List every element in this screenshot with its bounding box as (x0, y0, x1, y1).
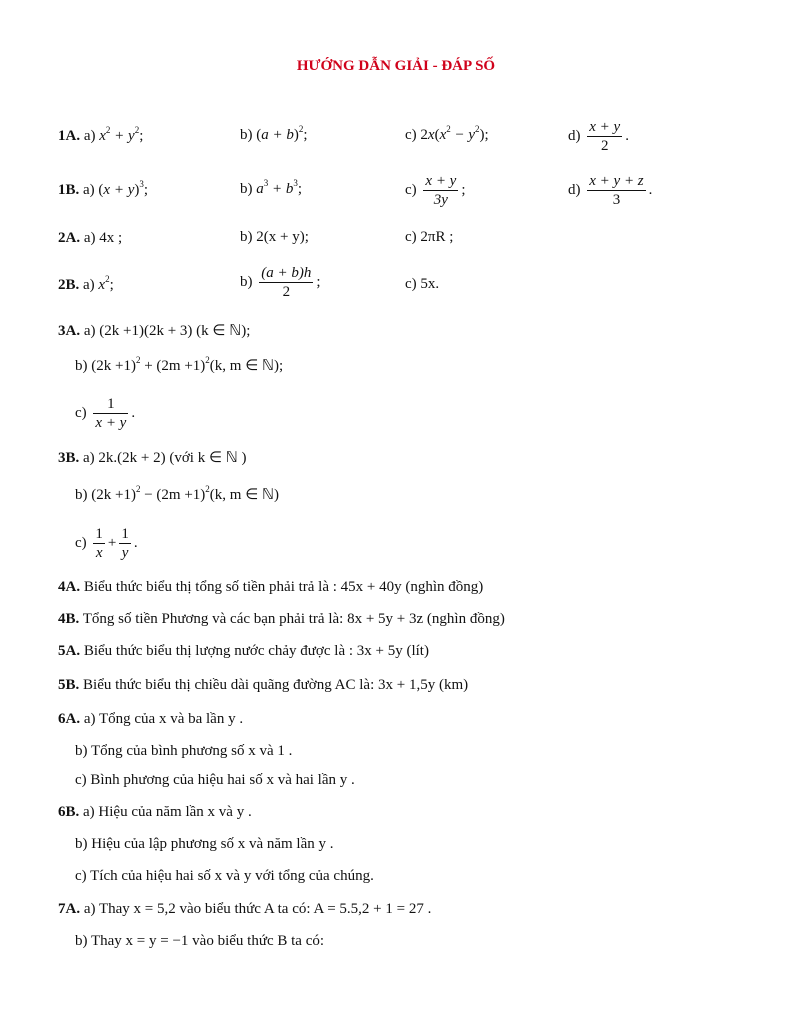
denominator: x (95, 545, 103, 561)
answer-2a-c (405, 229, 453, 246)
answer-6b (58, 803, 252, 821)
plus-sign: + (107, 534, 117, 551)
text-6a-c: c) Bình phương của hiệu hai số x và hai lần y . (75, 772, 355, 788)
text-5a: Biểu thức biểu thị lượng nước chảy được là : 3x + 5y (lít) (83, 643, 429, 659)
expr-part: − (2m +1) (140, 487, 206, 503)
answer-1b-c: c) $\frac{x + y}{3y}$ ; (405, 173, 466, 208)
text-7a-a: a) Thay x = 5,2 vào biểu thức A ta có: A = 5.5,2 + 1 = 27 . (83, 901, 432, 917)
answer-1a-c (405, 124, 489, 144)
answer-6a-b (75, 742, 292, 760)
fraction (587, 118, 622, 155)
label-6b: 6B. (58, 804, 80, 820)
text-5b: Biểu thức biểu thị chiều dài quãng đường AC là: 3x + 1,5y (km) (83, 677, 469, 693)
answer-4b (58, 610, 505, 628)
part-d-prefix: d) (568, 127, 581, 144)
expr-2a-b: b) 2(x + y); (240, 229, 309, 245)
answer-3a-c (75, 395, 135, 432)
punctuation: . (131, 404, 136, 421)
text-6a-a: a) Tổng của x và ba lần y . (83, 711, 244, 727)
text-6b-b: b) Hiệu của lập phương số x và năm lần y . (75, 836, 334, 852)
expr-part: (k, m ∈ ℕ); (209, 358, 284, 374)
label-1a: 1A. (58, 128, 81, 144)
text-7a-b: b) Thay x = y = −1 vào biểu thức B ta có: (75, 933, 325, 949)
numerator: 1 (121, 526, 129, 542)
text-4a: Biểu thức biểu thị tổng số tiền phải trả là : 45x + 40y (nghìn đồng) (83, 579, 484, 595)
part-c-prefix: c) (75, 404, 87, 421)
text-6b-c: c) Tích của hiệu hai số x và y với tổng của chúng. (75, 868, 374, 884)
answer-3a (58, 322, 250, 340)
fraction (587, 172, 645, 209)
answer-6a-c (75, 771, 355, 789)
numerator: x + y (425, 173, 457, 189)
part-a-prefix: a) (83, 182, 95, 198)
expr-3b-a: a) 2k.(2k + 2) (với k ∈ ℕ ) (83, 450, 247, 466)
answer-2b (58, 276, 114, 294)
answer-1b-d: d) $\frac{x + y + z}{3}$ . (568, 173, 653, 208)
fraction (423, 172, 458, 209)
page-title: HƯỚNG DẪN GIẢI - ĐÁP SỐ (296, 58, 496, 74)
answer-2b-b: b) $\frac{(a + b)h}{2}$ ; (240, 265, 321, 300)
expr-1b-a: $(x + y)^3$; (98, 179, 149, 198)
answer-6b-b (75, 835, 334, 853)
answer-7a-b (75, 932, 324, 950)
expr-part: + (2m +1) (140, 358, 206, 374)
denominator: 3 (612, 192, 621, 208)
fraction (93, 395, 128, 432)
answer-4a (58, 578, 483, 596)
label-5b: 5B. (58, 677, 80, 693)
fraction (93, 525, 105, 562)
numerator: x + y + z (589, 173, 644, 189)
answer-1a-b (240, 124, 308, 144)
expr-3a-a: a) (2k +1)(2k + 3) (k ∈ ℕ); (83, 323, 251, 339)
answer-1a-d: d) $\frac{x + y}{2}$ . (568, 119, 629, 154)
part-c-prefix: c) (405, 127, 417, 143)
expr-part: (k, m ∈ ℕ) (209, 487, 280, 503)
part-c-prefix: c) (405, 181, 417, 198)
part-b-prefix: b) (240, 181, 253, 197)
answer-1a (58, 127, 143, 145)
denominator: y (121, 545, 129, 561)
expr-1a-b: $(a + b)^2$; (256, 124, 308, 143)
answer-3b-c (75, 525, 138, 562)
label-3b: 3B. (58, 450, 80, 466)
answer-6b-c (75, 867, 374, 885)
text-6a-b: b) Tổng của bình phương số x và 1 . (75, 743, 293, 759)
part-b-prefix: b) (240, 273, 253, 290)
part-a-prefix: a) (83, 128, 96, 144)
answer-3a-b: b) $(2k +1)^2 + (2m +1)^2(k$, m ∈ ℕ); (75, 355, 284, 374)
answer-2b-c (405, 276, 439, 293)
answer-1b (58, 181, 148, 199)
answer-5b (58, 676, 468, 694)
text-6b-a: a) Hiệu của năm lần x và y . (83, 804, 252, 820)
expr-2b-c: c) 5x. (405, 276, 440, 292)
part-d-prefix: d) (568, 181, 581, 198)
part-c-prefix: c) (75, 534, 87, 551)
label-1b: 1B. (58, 182, 80, 198)
expr-2b-a: $x^2$; (98, 274, 114, 293)
answer-3b (58, 449, 247, 467)
expr-1a-c: $2x(x^2 - y^2)$; (420, 124, 489, 143)
expr-2a-c: c) 2πR ; (405, 229, 454, 245)
answer-1b-b (240, 178, 303, 198)
label-2b: 2B. (58, 277, 80, 293)
denominator: x + y (95, 415, 127, 431)
answer-2a (58, 229, 122, 247)
numerator: x + y (589, 119, 621, 135)
label-6a: 6A. (58, 711, 81, 727)
denominator: 2 (600, 138, 609, 154)
fraction (259, 264, 313, 301)
label-3a: 3A. (58, 323, 81, 339)
answer-3b-b: b) $(2k +1)^2 - (2m +1)^2(k$, m ∈ ℕ) (75, 484, 280, 503)
label-4a: 4A. (58, 579, 81, 595)
punctuation: . (133, 534, 138, 551)
expr-2a-a: a) 4x ; (83, 230, 123, 246)
label-4b: 4B. (58, 611, 80, 627)
part-b-prefix: b) (240, 127, 253, 143)
fraction (119, 525, 131, 562)
answer-5a (58, 642, 429, 660)
answer-7a (58, 900, 431, 918)
expr-part: b) (2k +1) (75, 358, 136, 374)
expr-1a-a: $x^2 + y^2$; (99, 125, 144, 144)
text-4b: Tổng số tiền Phương và các bạn phải trả là: 8x + 5y + 3z (nghìn đồng) (82, 611, 505, 627)
label-5a: 5A. (58, 643, 81, 659)
numerator: 1 (93, 395, 128, 414)
answer-6a (58, 710, 243, 728)
numerator: 1 (95, 526, 103, 542)
expr-part: b) (2k +1) (75, 487, 136, 503)
denominator: 2 (282, 284, 291, 300)
numerator: (a + b)h (261, 265, 312, 281)
answer-2a-b (240, 229, 309, 246)
part-a-prefix: a) (83, 277, 95, 293)
expr-1b-b: $a^3 + b^3$; (256, 178, 303, 197)
denominator: 3y (433, 192, 448, 208)
label-7a: 7A. (58, 901, 81, 917)
label-2a: 2A. (58, 230, 81, 246)
